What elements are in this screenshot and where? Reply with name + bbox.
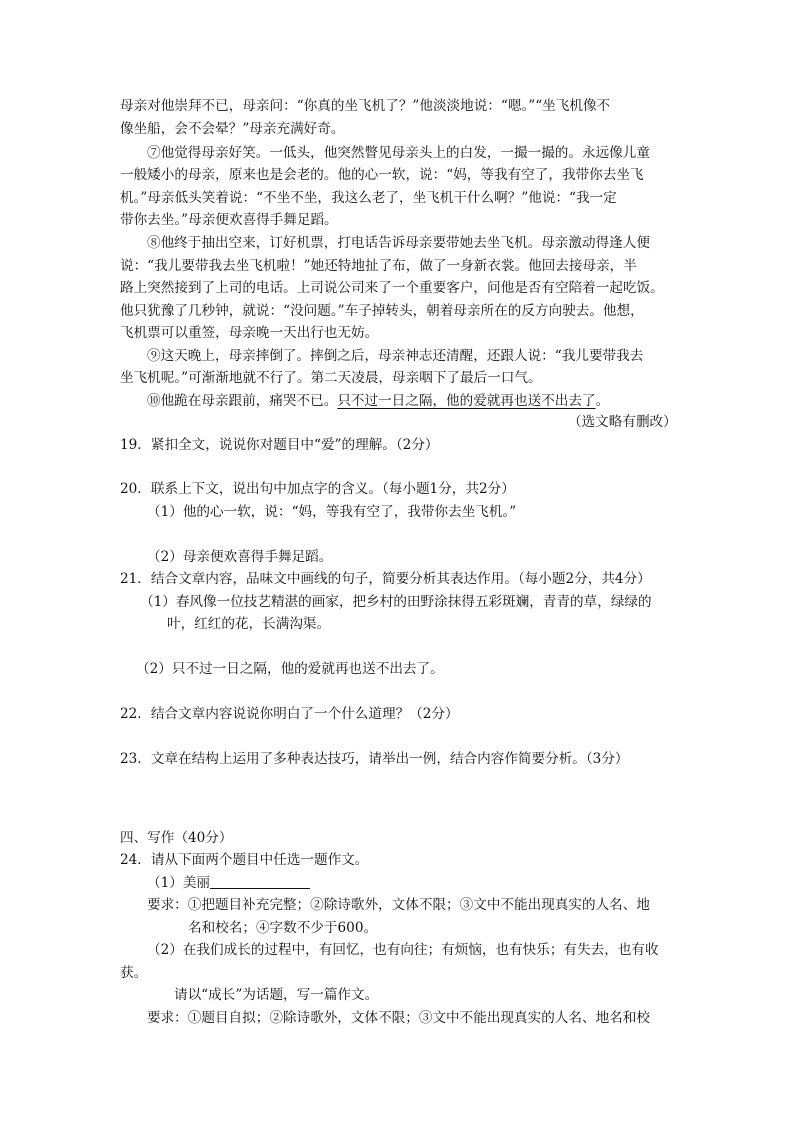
writing-option-2-prompt: 请以“成长”为话题，写一篇作文。 (174, 987, 379, 1003)
question-21: 21．结合文章内容，品味文中画线的句子，简要分析其表达作用。（每小题2分，共4分） (120, 571, 651, 587)
story-p6-line2: 像坐船，会不会晕？”母亲充满好奇。 (120, 121, 345, 137)
writing-option-2-line2: 获。 (120, 965, 148, 981)
question-19: 19．紧扣全文，说说你对题目中“爱”的理解。（2分） (120, 437, 439, 453)
underlined-sentence: 只不过一日之隔，他的爱就再也送不出去了 (337, 393, 596, 409)
writing-option-1 (147, 873, 310, 893)
story-p8-line1: ⑧他终于抽出空来，订好机票，打电话告诉母亲要带她去坐飞机。母亲激动得逢人便 (147, 235, 650, 251)
story-p10-end: 。 (595, 393, 610, 409)
question-21-2: （2）只不过一日之隔，他的爱就再也送不出去了。 (136, 661, 444, 677)
question-20-1: （1）他的心一软，说：“妈，等我有空了，我带你去坐飞机。” (147, 504, 517, 520)
source-note: （选文略有删改） (568, 414, 677, 430)
story-p10-text: ⑩他跪在母亲跟前，痛哭不已。 (147, 393, 338, 409)
story-p9-line1: ⑨这天晚上，母亲摔倒了。摔倒之后，母亲神志还清醒，还跟人说：“我儿要带我去 (147, 348, 644, 364)
question-20: 20．联系上下文，说出句中加点字的含义。（每小题1分，共2分） (120, 481, 515, 497)
story-p7-line1: ⑦他觉得母亲好笑。一低头，他突然瞥见母亲头上的白发，一撮一撮的。永远像儿童 (147, 145, 650, 161)
writing-option-1-req-line1: 要求：①把题目补充完整；②除诗歌外，文体不限；③文中不能出现真实的人名、地 (147, 897, 650, 913)
question-23: 23．文章在结构上运用了多种表达技巧，请举出一例，结合内容作简要分析。（3分） (120, 751, 629, 767)
title-fill-blank (210, 874, 310, 889)
writing-option-2-line1: （2）在我们成长的过程中，有回忆，也有向往；有烦恼，也有快乐；有失去，也有收 (147, 942, 659, 958)
question-22: 22．结合文章内容说说你明白了一个什么道理？（2分） (120, 706, 459, 722)
story-p8-line5: 飞机票可以重签，母亲晚一天出行也无妨。 (120, 325, 379, 341)
story-p7-line2: 一般矮小的母亲，原来也是会老的。他的心一软，说：“妈，等我有空了，我带你去坐飞 (120, 167, 644, 183)
writing-section-title: 四、写作（40分） (120, 830, 233, 846)
writing-option-1-label: （1）美丽 (147, 875, 211, 891)
story-p8-line4: 他只犹豫了几秒钟，就说：“没问题。”车子掉转头，朝着母亲所在的反方向驶去。他想， (120, 303, 644, 319)
story-p8-line3: 路上突然接到了上司的电话。上司说公司来了一个重要客户，问他是否有空陪着一起吃饭。 (120, 280, 664, 296)
question-21-1-line2: 叶，红红的花，长满沟渠。 (167, 616, 331, 632)
question-20-2: （2）母亲便欢喜得手舞足蹈。 (147, 549, 333, 565)
question-24: 24．请从下面两个题目中任选一题作文。 (120, 852, 369, 868)
story-p7-line4: 带你去坐。”母亲便欢喜得手舞足蹈。 (120, 212, 338, 228)
writing-option-2-req: 要求：①题目自拟；②除诗歌外，文体不限；③文中不能出现真实的人名、地名和校 (147, 1010, 650, 1026)
writing-option-1-req-line2: 名和校名；④字数不少于600。 (188, 920, 378, 936)
story-p9-line2: 坐飞机呢。”可渐渐地就不行了。第二天凌晨，母亲咽下了最后一口气。 (120, 370, 542, 386)
question-21-1-line1: （1）春风像一位技艺精湛的画家，把乡村的田野涂抹得五彩斑斓，青青的草，绿绿的 (140, 594, 652, 610)
story-p8-line2: 说：“我儿要带我去坐飞机啦！”她还特地扯了布，做了一身新衣裳。他回去接母亲，半 (120, 258, 637, 274)
story-p7-line3: 机。”母亲低头笑着说：“不坐不坐，我这么老了，坐飞机干什么啊？”他说：“我一定 (120, 190, 617, 206)
story-p10 (147, 391, 609, 411)
story-p6-line1: 母亲对他崇拜不已，母亲问：“你真的坐飞机了？”他淡淡地说：“嗯。”“坐飞机像不 (120, 98, 611, 114)
